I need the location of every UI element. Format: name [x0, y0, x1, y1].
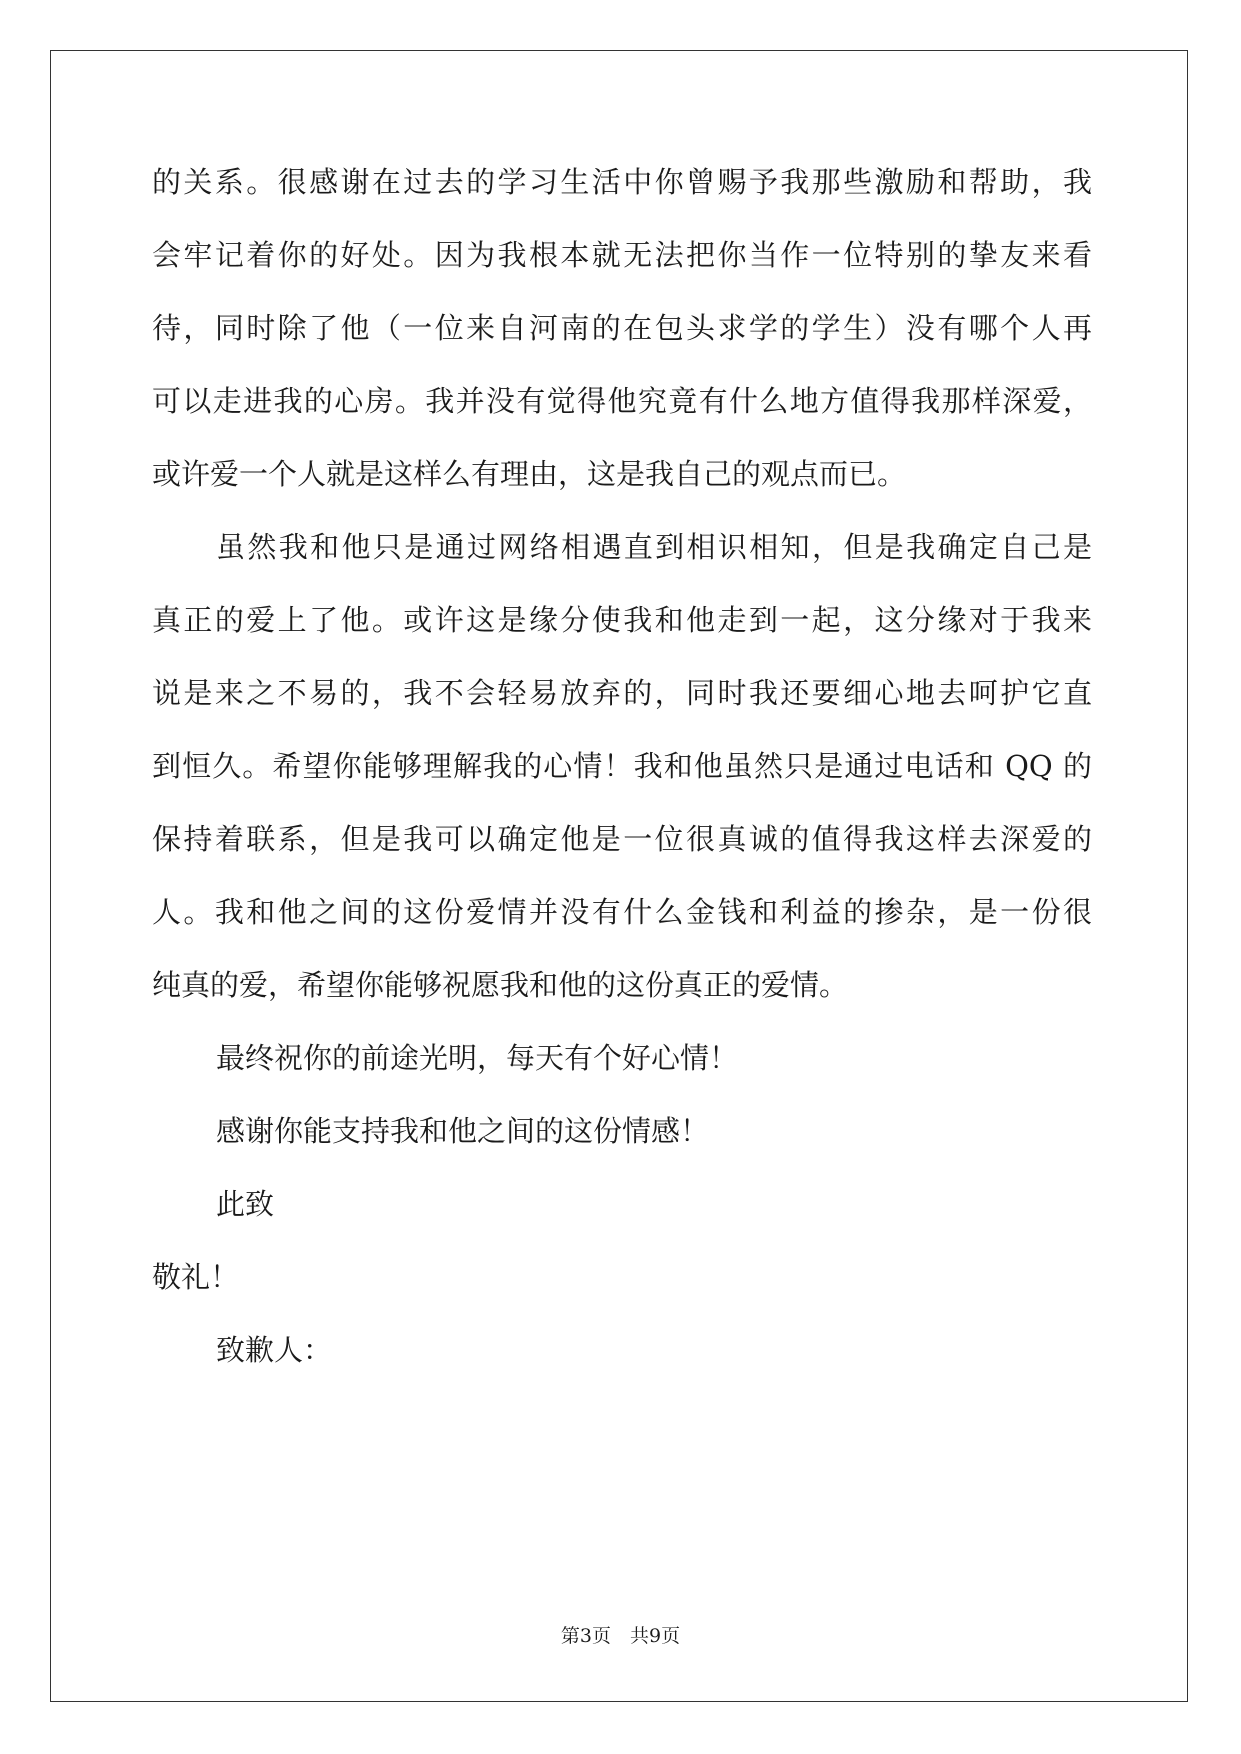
paragraph-line: 的关系。很感谢在过去的学习生活中你曾赐予我那些激励和帮助，我 — [152, 165, 1092, 199]
paragraph-line: 说是来之不易的，我不会轻易放弃的，同时我还要细心地去呵护它直 — [152, 676, 1092, 710]
paragraph-line: 待，同时除了他（一位来自河南的在包头求学的学生）没有哪个人再 — [152, 311, 1092, 345]
paragraph-line: 真正的爱上了他。或许这是缘分使我和他走到一起，这分缘对于我来 — [152, 603, 1092, 637]
paragraph-line: 会牢记着你的好处。因为我根本就无法把你当作一位特别的挚友来看 — [152, 238, 1092, 272]
page-frame — [50, 50, 1188, 1702]
paragraph-line: 到恒久。希望你能够理解我的心情！我和他虽然只是通过电话和 QQ 的 — [152, 749, 1092, 783]
paragraph-line: 或许爱一个人就是这样么有理由，这是我自己的观点而已。 — [152, 457, 907, 491]
signature-line: 致歉人： — [216, 1333, 333, 1367]
paragraph-line: 保持着联系，但是我可以确定他是一位很真诚的值得我这样去深爱的 — [152, 822, 1092, 856]
paragraph-line: 纯真的爱，希望你能够祝愿我和他的这份真正的爱情。 — [152, 968, 849, 1002]
closing-line: 此致 — [216, 1187, 275, 1221]
thanks-line: 感谢你能支持我和他之间的这份情感！ — [216, 1114, 710, 1148]
page-number-footer: 第3页 共9页 — [560, 1625, 681, 1647]
paragraph-line: 人。我和他之间的这份爱情并没有什么金钱和利益的掺杂，是一份很 — [152, 895, 1092, 929]
paragraph-line: 可以走进我的心房。我并没有觉得他究竟有什么地方值得我那样深爱， — [152, 384, 1092, 418]
salutation-line: 敬礼！ — [152, 1260, 240, 1294]
paragraph-line: 虽然我和他只是通过网络相遇直到相识相知，但是我确定自己是 — [216, 530, 1092, 564]
wish-line: 最终祝你的前途光明，每天有个好心情！ — [216, 1041, 739, 1075]
